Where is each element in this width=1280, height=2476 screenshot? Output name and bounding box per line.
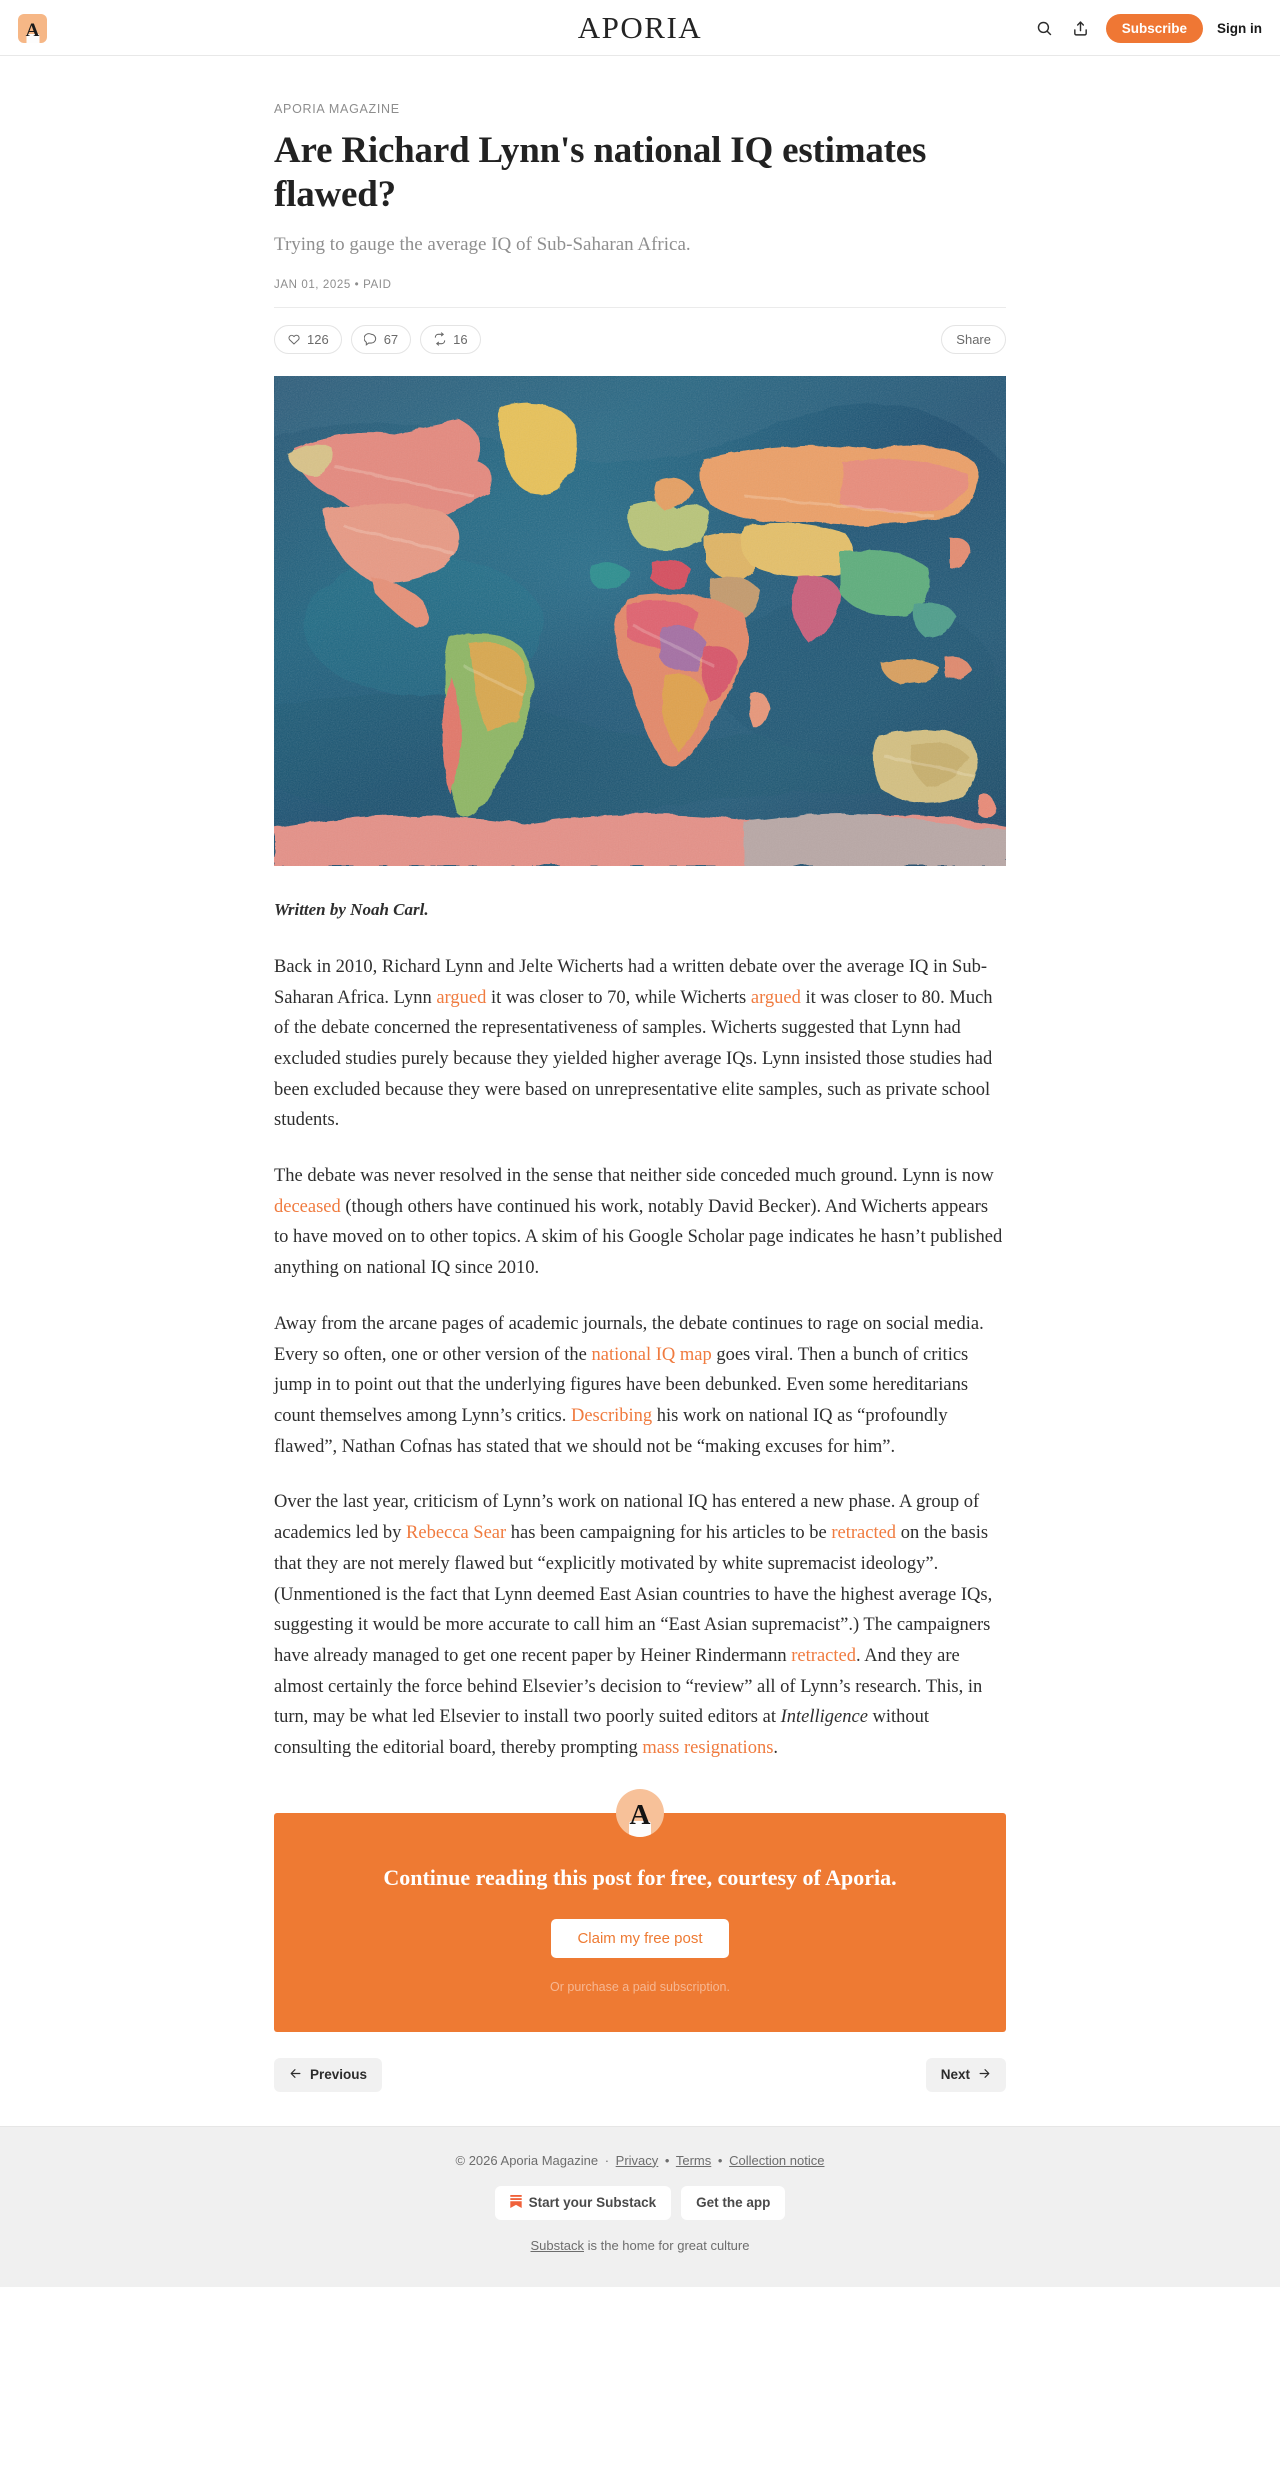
substack-logo-icon	[510, 2195, 522, 2211]
search-icon[interactable]	[1034, 17, 1056, 39]
site-footer	[0, 2126, 1280, 2287]
privacy-link[interactable]: Privacy	[615, 2152, 659, 2168]
footer-buttons	[0, 2186, 1280, 2220]
emphasis-text: Intelligence	[780, 1707, 868, 1728]
inline-link[interactable]: argued	[750, 987, 801, 1008]
inline-link[interactable]: national IQ map	[591, 1344, 712, 1365]
article-subtitle: Trying to gauge the average IQ of Sub-Saharan Africa.	[274, 234, 691, 256]
start-your-substack-label: Start your Substack	[528, 2195, 657, 2211]
copyright-text: © 2026 Aporia Magazine	[455, 2152, 599, 2168]
header-actions	[1034, 0, 1262, 56]
paid-subscription-link[interactable]: Or purchase a paid subscription.	[550, 1979, 730, 1994]
previous-post-label: Previous	[310, 2067, 368, 2083]
inline-link[interactable]: retracted	[791, 1645, 856, 1666]
paragraph-text: it was closer to 70, while Wicherts	[486, 987, 751, 1008]
inline-link[interactable]: mass resignations	[642, 1738, 774, 1759]
page-title: Are Richard Lynn's national IQ estimates flawed?	[274, 130, 927, 216]
next-post-label: Next	[940, 2067, 970, 2083]
inline-link[interactable]: Rebecca Sear	[406, 1523, 507, 1544]
article-meta: JAN 01, 2025 • PAID	[274, 279, 1006, 308]
hero-image	[274, 376, 1006, 866]
engagement-bar	[274, 308, 1006, 376]
comment-icon	[364, 332, 378, 346]
inline-link[interactable]: deceased	[274, 1196, 341, 1217]
next-post-button[interactable]	[926, 2058, 1006, 2092]
paywall-card	[274, 1798, 1006, 2032]
like-button[interactable]	[274, 325, 342, 354]
paragraph-text: Back in 2010, Richard Lynn and Jelte Wicherts had a written debate over the average IQ in Sub-Saharan Africa. Lynn	[274, 956, 987, 1008]
article-body	[274, 866, 1006, 1764]
article-container	[274, 56, 1006, 2126]
paragraph-text: Away from the arcane pages of academic journals, the debate continues to rage on social media. Every so often, one or other version of the	[274, 1313, 984, 1365]
substack-link[interactable]: Substack	[530, 2237, 584, 2253]
page-body	[0, 56, 1280, 2126]
subscribe-button[interactable]: Subscribe	[1106, 14, 1203, 43]
site-header	[0, 0, 1280, 56]
paragraph-text: goes viral. Then a bunch of critics jump in to point out that the underlying figures have been debunked. Even some hereditarians count themselves among Lynn’s critics.	[274, 1344, 969, 1426]
restack-count: 16	[453, 331, 468, 347]
terms-link[interactable]: Terms	[675, 2152, 712, 2168]
arrow-right-icon	[978, 2067, 991, 2083]
paragraph-text: The debate was never resolved in the sense that neither side conceded much ground. Lynn is now	[274, 1166, 994, 1187]
article-paragraph	[274, 1309, 1006, 1463]
post-pagination	[274, 2032, 1006, 2126]
arrow-left-icon	[289, 2067, 302, 2083]
article-paragraph	[274, 952, 1006, 1136]
paywall-avatar-letter: A	[629, 1798, 651, 1831]
share-upload-icon[interactable]	[1070, 17, 1092, 39]
inline-link[interactable]: argued	[436, 987, 487, 1008]
inline-link[interactable]: Describing	[570, 1405, 653, 1426]
footer-tagline	[0, 2238, 1280, 2253]
article-paragraph	[274, 1161, 1006, 1284]
footer-legal-line	[0, 2153, 1280, 2168]
paragraph-text: (though others have continued his work, notably David Becker). And Wicherts appears to have moved on to other topics. A skim of his Google Scholar page indicates he hasn’t published anything on national IQ since 2010.	[274, 1196, 1003, 1279]
footer-dot: ·	[604, 2152, 610, 2168]
sign-in-link[interactable]: Sign in	[1217, 20, 1262, 36]
paragraph-text: his work on national IQ as “profoundly flawed”, Nathan Cofnas has stated that we should not be “making excuses for him”.	[274, 1405, 948, 1457]
start-your-substack-button[interactable]	[495, 2186, 672, 2220]
heart-icon	[287, 332, 301, 346]
paywall-avatar	[616, 1789, 664, 1837]
paragraph-text: .	[773, 1738, 779, 1759]
paragraph-text: on the basis that they are not merely flawed but “explicitly motivated by white supremacist ideology”. (Unmentioned is the fact that Lynn deemed East Asian countries to have the highest average IQs, suggesting it would be more accurate to call him an “East Asian supremacist”.) The campaigners have already managed to get one recent paper by Heiner Rindermann	[274, 1523, 993, 1666]
collection-notice-link[interactable]: Collection notice	[729, 2152, 825, 2168]
claim-free-post-button[interactable]: Claim my free post	[551, 1919, 728, 1958]
footer-tagline-rest: is the home for great culture	[584, 2237, 750, 2253]
inline-link[interactable]: retracted	[831, 1523, 897, 1544]
paragraph-text: Over the last year, criticism of Lynn’s work on national IQ has entered a new phase. A group of academics led by	[274, 1492, 980, 1544]
comment-button[interactable]	[351, 325, 411, 354]
restack-icon	[433, 332, 447, 346]
share-button[interactable]: Share	[941, 325, 1006, 354]
restack-button[interactable]	[420, 325, 480, 354]
paragraph-text: . And they are almost certainly the force behind Elsevier’s decision to “review” all of Lynn’s research. This, in turn, may be what led Elsevier to install two poorly suited editors at	[274, 1645, 983, 1728]
paywall-section	[274, 1789, 1006, 2032]
comment-count: 67	[383, 331, 399, 347]
footer-bullet: •	[664, 2152, 670, 2168]
previous-post-button[interactable]	[274, 2058, 382, 2092]
like-count: 126	[307, 331, 329, 347]
paragraph-text: has been campaigning for his articles to be	[506, 1523, 832, 1544]
footer-bullet: •	[717, 2152, 723, 2168]
publication-kicker: APORIA MAGAZINE	[274, 102, 400, 116]
article-author-line: Written by Noah Carl.	[274, 899, 429, 919]
site-wordmark[interactable]: APORIA	[577, 9, 703, 45]
publication-avatar-letter: A	[25, 20, 40, 41]
paywall-headline: Continue reading this post for free, courtesy of Aporia.	[383, 1864, 897, 1890]
paragraph-text: it was closer to 80. Much of the debate concerned the representativeness of samples. Wicherts suggested that Lynn had excluded studies purely because they yielded higher average IQs. Lynn insisted those studies had been excluded because they were based on unrepresentative elite samples, such as private school students.	[274, 987, 993, 1131]
paragraph-text: without consulting the editorial board, thereby prompting	[274, 1707, 930, 1759]
get-the-app-button[interactable]: Get the app	[681, 2186, 785, 2220]
article-paragraph	[274, 1487, 1006, 1763]
